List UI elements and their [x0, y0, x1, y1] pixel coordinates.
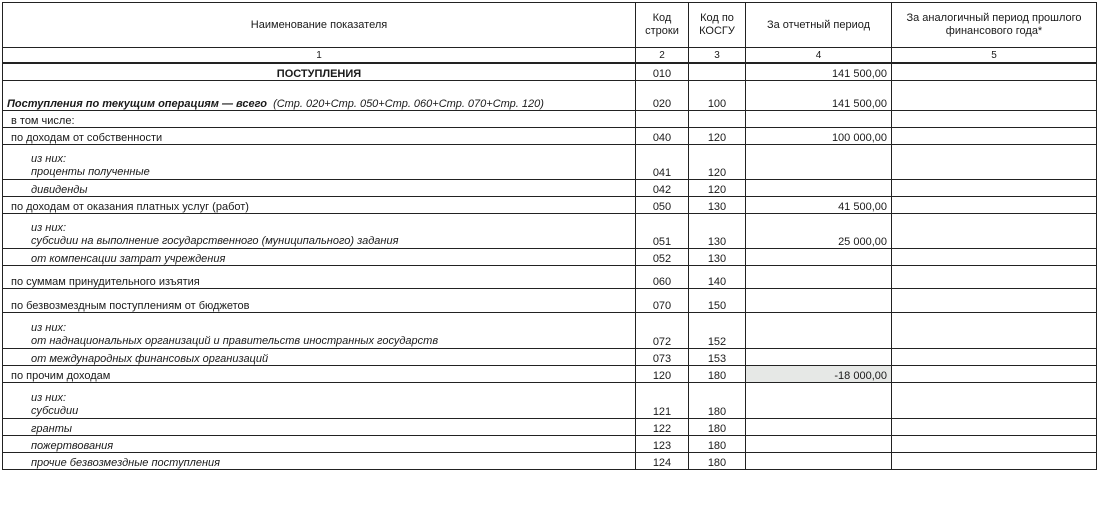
row-code: 124: [636, 452, 689, 469]
row-name-cell: [3, 144, 636, 179]
table-row: [3, 312, 1097, 348]
row-name: от наднациональных организаций и правительств иностранных государств: [31, 334, 439, 347]
header-kosgu: Код по КОСГУ: [689, 3, 746, 48]
table-row: [3, 435, 1097, 452]
row-code: 051: [636, 213, 689, 248]
row-name: по прочим доходам: [3, 365, 636, 382]
row-name-cell: [3, 382, 636, 418]
row-previous: [892, 248, 1097, 265]
row-previous: [892, 179, 1097, 196]
row-previous: [892, 365, 1097, 382]
row-code: 042: [636, 179, 689, 196]
row-previous: [892, 213, 1097, 248]
row-code: [636, 110, 689, 127]
row-kosgu: [689, 110, 746, 127]
row-kosgu: 180: [689, 382, 746, 418]
row-code: 123: [636, 435, 689, 452]
row-name: по суммам принудительного изъятия: [3, 265, 636, 288]
row-name: прочие безвозмездные поступления: [3, 452, 636, 469]
column-number: 4: [746, 48, 892, 64]
row-name: субсидии: [31, 404, 79, 417]
table-row: [3, 144, 1097, 179]
row-code: 060: [636, 265, 689, 288]
row-name: гранты: [3, 418, 636, 435]
row-current: [746, 248, 892, 265]
row-previous: [892, 144, 1097, 179]
row-kosgu: 130: [689, 213, 746, 248]
table-row: [3, 452, 1097, 469]
report-page: [2, 2, 1096, 470]
header-previous: За аналогичный период прошлого финансового года*: [892, 3, 1097, 48]
row-name-cell: [3, 80, 636, 110]
row-code: 010: [636, 63, 689, 80]
row-previous: [892, 452, 1097, 469]
row-current: [746, 452, 892, 469]
table-row: [3, 365, 1097, 382]
row-current: [746, 435, 892, 452]
row-name: по безвозмездным поступлениям от бюджетов: [3, 288, 636, 312]
row-previous: [892, 418, 1097, 435]
row-name-cell: [3, 213, 636, 248]
row-code: 052: [636, 248, 689, 265]
table-row: [3, 265, 1097, 288]
row-current: [746, 144, 892, 179]
row-kosgu: 180: [689, 365, 746, 382]
table-row: [3, 248, 1097, 265]
row-current: 141 500,00: [746, 63, 892, 80]
row-current: 25 000,00: [746, 213, 892, 248]
row-name: субсидии на выполнение государственного (муниципального) задания: [31, 234, 399, 247]
row-kosgu: 180: [689, 435, 746, 452]
row-code: 121: [636, 382, 689, 418]
table-row: [3, 63, 1097, 80]
row-name: ПОСТУПЛЕНИЯ: [3, 63, 636, 80]
row-code: 122: [636, 418, 689, 435]
column-number: 3: [689, 48, 746, 64]
row-name-cell: [3, 312, 636, 348]
row-current: [746, 382, 892, 418]
row-code: 041: [636, 144, 689, 179]
row-name: проценты полученные: [31, 165, 150, 178]
row-kosgu: 100: [689, 80, 746, 110]
row-current: 100 000,00: [746, 127, 892, 144]
row-code: 072: [636, 312, 689, 348]
row-name: дивиденды: [3, 179, 636, 196]
row-kosgu: 130: [689, 248, 746, 265]
row-kosgu: 120: [689, 179, 746, 196]
row-kosgu: 150: [689, 288, 746, 312]
row-kosgu: 140: [689, 265, 746, 288]
row-name: от компенсации затрат учреждения: [3, 248, 636, 265]
row-name: по доходам от собственности: [3, 127, 636, 144]
row-name: от международных финансовых организаций: [3, 348, 636, 365]
row-code: 073: [636, 348, 689, 365]
row-code: 070: [636, 288, 689, 312]
row-kosgu: 120: [689, 127, 746, 144]
column-number: 1: [3, 48, 636, 64]
row-name: Поступления по текущим операциям — всего: [7, 97, 267, 110]
row-name: пожертвования: [3, 435, 636, 452]
row-previous: [892, 196, 1097, 213]
row-kosgu: 152: [689, 312, 746, 348]
table-row: [3, 110, 1097, 127]
row-code: 040: [636, 127, 689, 144]
header-code: Код строки: [636, 3, 689, 48]
row-previous: [892, 127, 1097, 144]
row-previous: [892, 312, 1097, 348]
row-code: 050: [636, 196, 689, 213]
row-code: 020: [636, 80, 689, 110]
row-name: по доходам от оказания платных услуг (работ): [3, 196, 636, 213]
row-current: [746, 418, 892, 435]
table-row: [3, 179, 1097, 196]
column-number: 5: [892, 48, 1097, 64]
table-row: [3, 288, 1097, 312]
row-subheading: из них:: [31, 391, 67, 404]
row-kosgu: 153: [689, 348, 746, 365]
header-current: За отчетный период: [746, 3, 892, 48]
row-current: [746, 312, 892, 348]
row-subheading: из них:: [31, 321, 67, 334]
row-previous: [892, 288, 1097, 312]
income-report-table: [2, 2, 1097, 470]
row-current: -18 000,00: [746, 365, 892, 382]
row-previous: [892, 348, 1097, 365]
row-previous: [892, 80, 1097, 110]
table-row: [3, 382, 1097, 418]
row-subheading: из них:: [31, 221, 67, 234]
row-name: в том числе:: [3, 110, 636, 127]
row-current: [746, 179, 892, 196]
header-row: [3, 3, 1097, 48]
table-row: [3, 348, 1097, 365]
row-previous: [892, 63, 1097, 80]
table-row: [3, 213, 1097, 248]
row-current: [746, 348, 892, 365]
row-previous: [892, 265, 1097, 288]
table-row: [3, 80, 1097, 110]
row-subheading: из них:: [31, 152, 67, 165]
column-number-row: [3, 48, 1097, 64]
table-row: [3, 196, 1097, 213]
header-name: Наименование показателя: [3, 3, 636, 48]
table-row: [3, 418, 1097, 435]
row-current: [746, 265, 892, 288]
row-previous: [892, 435, 1097, 452]
row-kosgu: 130: [689, 196, 746, 213]
row-current: [746, 288, 892, 312]
row-kosgu: 180: [689, 418, 746, 435]
row-formula: (Стр. 020+Стр. 050+Стр. 060+Стр. 070+Стр. 120): [273, 97, 544, 110]
row-current: 41 500,00: [746, 196, 892, 213]
row-kosgu: 120: [689, 144, 746, 179]
row-previous: [892, 110, 1097, 127]
column-number: 2: [636, 48, 689, 64]
table-row: [3, 127, 1097, 144]
row-current: 141 500,00: [746, 80, 892, 110]
row-code: 120: [636, 365, 689, 382]
row-current: [746, 110, 892, 127]
row-previous: [892, 382, 1097, 418]
row-kosgu: 180: [689, 452, 746, 469]
row-kosgu: [689, 63, 746, 80]
